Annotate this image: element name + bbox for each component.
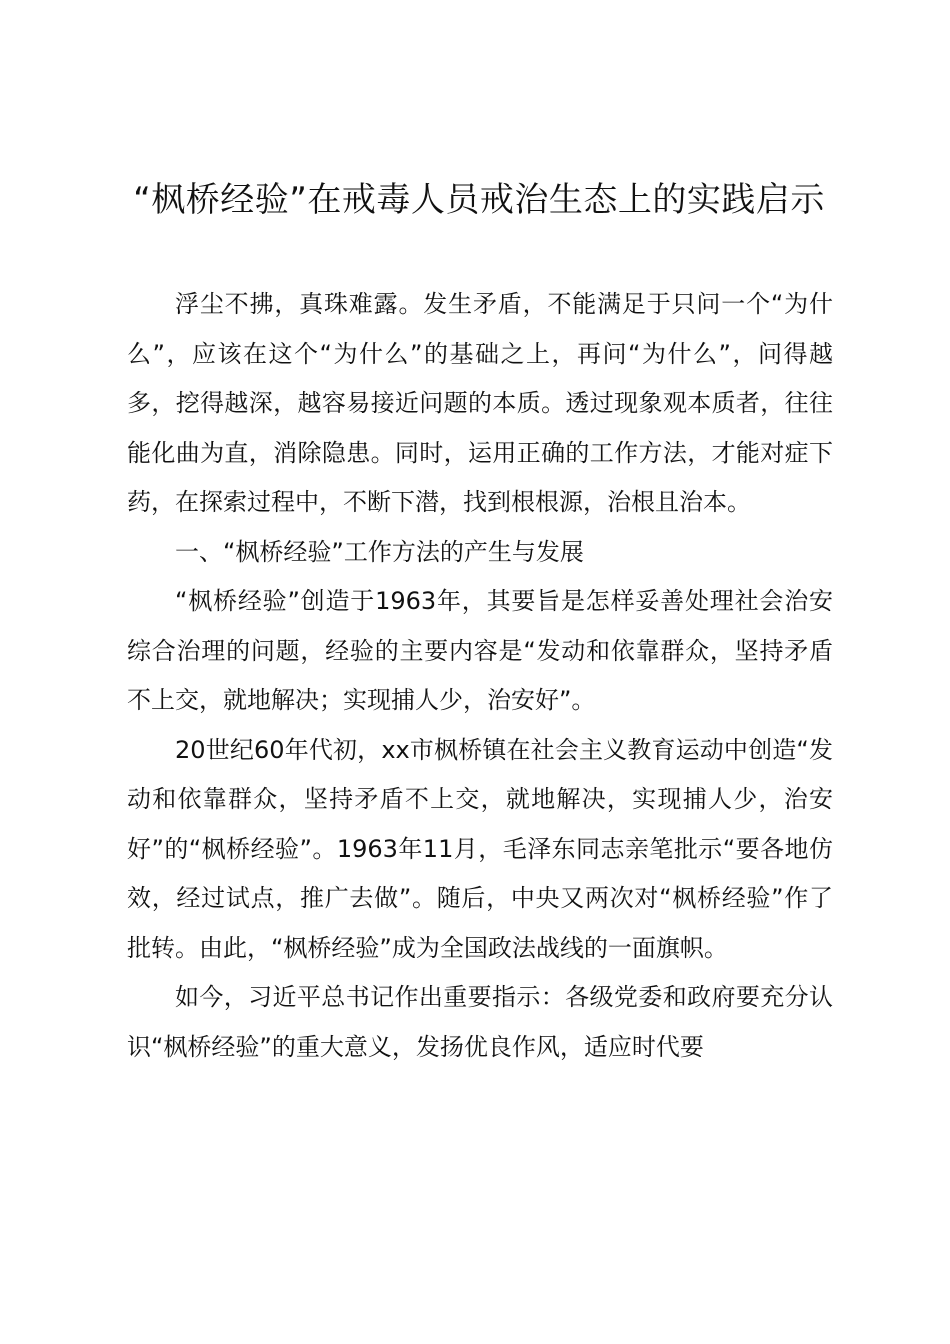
paragraph-today: 如今，习近平总书记作出重要指示：各级党委和政府要充分认识“枫桥经验”的重大意义，发扬优良作风，适应时代要 [127,983,833,1061]
paragraph-origin: “枫桥经验”创造于1963年，其要旨是怎样妥善处理社会治安综合治理的问题，经验的主要内容是“发动和依靠群众，坚持矛盾不上交，就地解决；实现捕人少，治安好”。 [127,587,833,714]
paragraph-history: 20世纪60年代初，xx市枫桥镇在社会主义教育运动中创造“发动和依靠群众，坚持矛盾不上交，就地解决，实现捕人少，治安好”的“枫桥经验”。1963年11月，毛泽东同志亲笔批示“要各地仿效，经过试点，推广去做”。随后，中央又两次对“枫桥经验”作了批转。由此，“枫桥经验”成为全国政法战线的一面旗帜。 [127,735,833,962]
document-body [127,280,833,1072]
section-heading-1: 一、“枫桥经验”工作方法的产生与发展 [175,537,584,566]
paragraph-intro: 浮尘不拂，真珠难露。发生矛盾，不能满足于只问一个“为什么”，应该在这个“为什么”的基础之上，再问“为什么”，问得越多，挖得越深，越容易接近问题的本质。透过现象观本质者，往往能化曲为直，消除隐患。同时，运用正确的工作方法，才能对症下药，在探索过程中，不断下潜，找到根根源，治根且治本。 [127,290,833,516]
document-title: “枫桥经验”在戒毒人员戒治生态上的实践启示 [133,180,825,220]
